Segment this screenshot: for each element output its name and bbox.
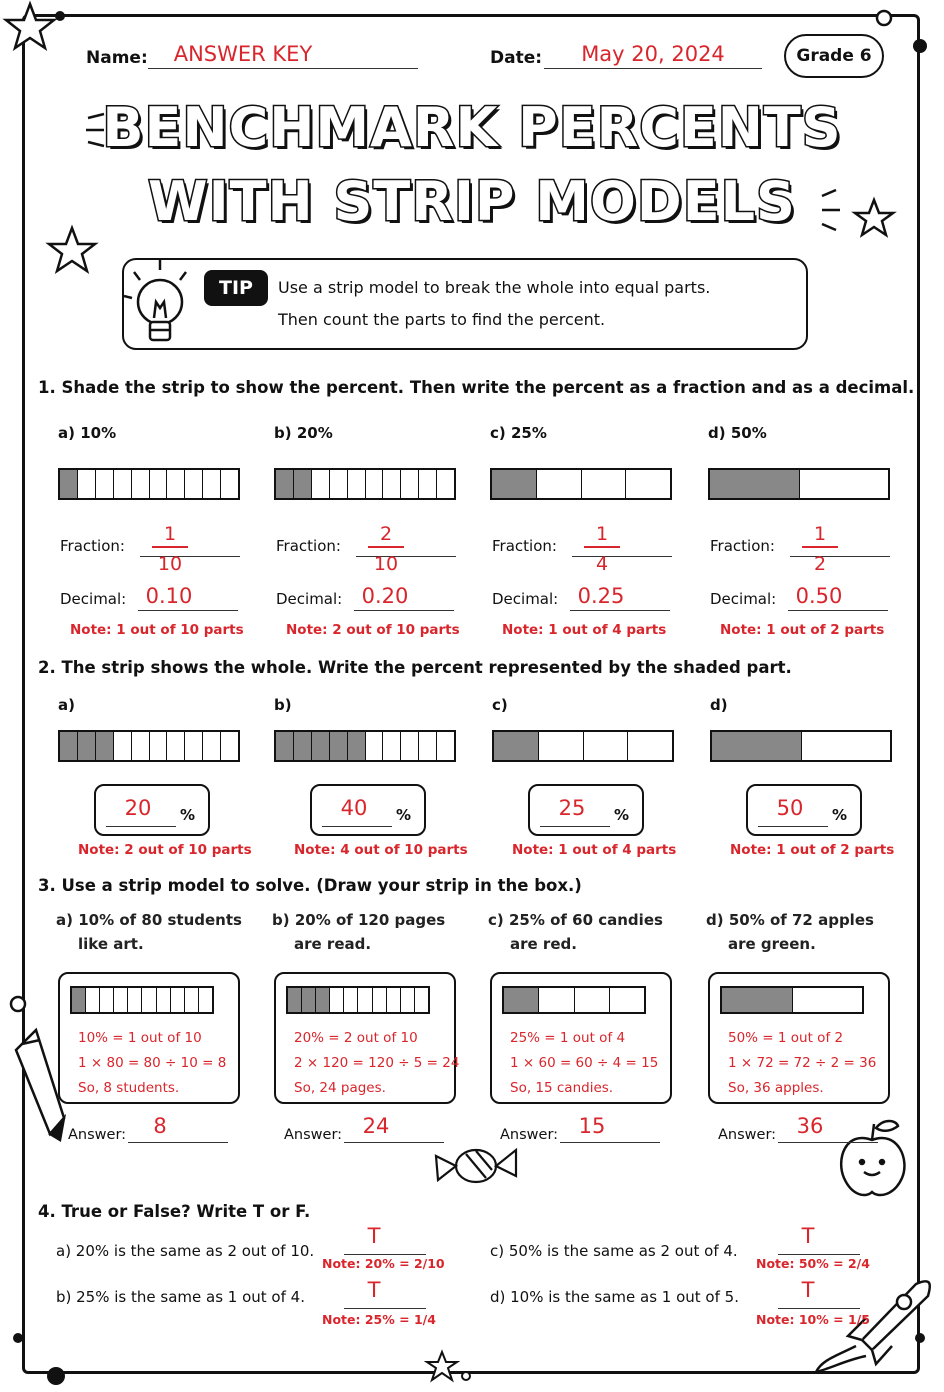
strip-part[interactable] [330,988,344,1012]
q3-item-line-2: are green. [728,935,816,953]
percent-value: 20 [124,796,152,820]
percent-value: 25 [558,796,586,820]
date-label: Date: [490,48,543,68]
question-1-prompt: 1. Shade the strip to show the percent. Then write the percent as a fraction and as a decimal. [38,378,915,397]
strip-part[interactable] [330,732,348,760]
page-subtitle: WITH STRIP MODELS [148,170,796,233]
strip-part[interactable] [185,988,199,1012]
decimal-value: 0.10 [145,584,193,608]
strip-part[interactable] [366,470,384,498]
q2-strip[interactable] [492,730,674,762]
q1-strip[interactable] [274,468,456,500]
strip-part[interactable] [628,732,672,760]
strip-part[interactable] [221,470,238,498]
q3-strip[interactable] [70,986,214,1014]
tf-answer: T [367,1278,381,1302]
decimal-label: Decimal: [276,590,343,608]
percent-value: 50 [776,796,804,820]
strip-part[interactable] [185,470,203,498]
q1-strip[interactable] [708,468,890,500]
star-icon [6,4,54,48]
work-line-3: So, 36 apples. [728,1080,824,1096]
q2-item-label: b) [274,696,292,714]
strip-part[interactable] [60,732,78,760]
tf-statement: b) 25% is the same as 1 out of 4. [56,1288,305,1306]
fraction-bar [802,546,838,548]
percent-value: 40 [340,796,368,820]
q3-item-line-1: a) 10% of 80 students [56,911,242,929]
percent-sign: % [396,806,412,824]
tf-answer: T [801,1224,815,1248]
strip-part[interactable] [86,988,100,1012]
decimal-value: 0.50 [795,584,843,608]
strip-part[interactable] [203,470,221,498]
answer-label: Answer: [500,1127,559,1143]
strip-part[interactable] [294,470,312,498]
tip-line-1: Use a strip model to break the whole into equal parts. [278,278,711,297]
strip-part[interactable] [373,988,387,1012]
strip-part[interactable] [344,988,358,1012]
strip-part[interactable] [419,470,437,498]
strip-part[interactable] [78,470,96,498]
strip-part[interactable] [132,732,150,760]
strip-part[interactable] [316,988,330,1012]
star-icon [49,228,95,271]
strip-part[interactable] [312,732,330,760]
q1-note: Note: 1 out of 10 parts [70,622,244,638]
q2-item-label: c) [492,696,508,714]
work-line-2: 2 × 120 = 120 ÷ 5 = 24 [294,1055,460,1071]
work-line-1: 25% = 1 out of 4 [510,1030,626,1046]
strip-part[interactable] [348,732,366,760]
percent-sign: % [180,806,196,824]
strip-part[interactable] [712,732,802,760]
fraction-label: Fraction: [492,537,557,555]
fraction-numerator: 1 [813,523,827,545]
fraction-numerator: 2 [379,523,393,545]
tf-statement: a) 20% is the same as 2 out of 10. [56,1242,315,1260]
strip-part[interactable] [288,988,302,1012]
strip-part[interactable] [203,732,221,760]
strip-part[interactable] [539,732,584,760]
strip-part[interactable] [114,470,132,498]
strip-part[interactable] [128,988,142,1012]
strip-part[interactable] [294,732,312,760]
strip-part[interactable] [504,988,539,1012]
q2-item-label: a) [58,696,75,714]
strip-part[interactable] [132,470,150,498]
answer-value: 15 [578,1114,606,1138]
percent-sign: % [614,806,630,824]
fraction-bar [152,546,188,548]
strip-part[interactable] [492,470,537,498]
strip-part[interactable] [610,988,644,1012]
name-value: ANSWER KEY [173,42,313,66]
question-2-prompt: 2. The strip shows the whole. Write the percent represented by the shaded part. [38,658,792,677]
fraction-numerator: 1 [163,523,177,545]
q2-strip[interactable] [710,730,892,762]
strip-part[interactable] [348,470,366,498]
q3-item-line-1: c) 25% of 60 candies [488,911,663,929]
work-line-3: So, 8 students. [78,1080,180,1096]
q3-strip[interactable] [720,986,864,1014]
name-label: Name: [86,48,148,68]
work-line-1: 50% = 1 out of 2 [728,1030,844,1046]
strip-part[interactable] [199,988,212,1012]
strip-part[interactable] [539,988,574,1012]
fraction-bar [368,546,404,548]
q2-note: Note: 1 out of 2 parts [730,842,895,858]
work-line-3: So, 15 candies. [510,1080,614,1096]
work-line-2: 1 × 72 = 72 ÷ 2 = 36 [728,1055,877,1071]
tf-statement: d) 10% is the same as 1 out of 5. [490,1288,739,1306]
strip-part[interactable] [60,470,78,498]
decimal-label: Decimal: [492,590,559,608]
strip-part[interactable] [72,988,86,1012]
q1-note: Note: 1 out of 2 parts [720,622,885,638]
strip-part[interactable] [114,732,132,760]
strip-part[interactable] [626,470,670,498]
decimal-value: 0.20 [361,584,409,608]
strip-part[interactable] [96,470,114,498]
q3-item-line-2: are red. [510,935,577,953]
fraction-denominator: 4 [595,553,609,575]
strip-part[interactable] [710,470,800,498]
fraction-numerator: 1 [595,523,609,545]
strip-part[interactable] [276,732,294,760]
strip-part[interactable] [401,988,415,1012]
strip-part[interactable] [221,732,238,760]
strip-part[interactable] [582,470,627,498]
tip-line-2: Then count the parts to find the percent. [278,310,606,329]
q2-note: Note: 4 out of 10 parts [294,842,468,858]
answer-label: Answer: [284,1127,343,1143]
work-line-1: 10% = 1 out of 10 [78,1030,202,1046]
strip-part[interactable] [537,470,582,498]
strip-part[interactable] [419,732,437,760]
strip-part[interactable] [330,470,348,498]
strip-part[interactable] [276,470,294,498]
q1-note: Note: 1 out of 4 parts [502,622,667,638]
strip-part[interactable] [167,470,185,498]
q2-note: Note: 2 out of 10 parts [78,842,252,858]
fraction-bar [584,546,620,548]
tf-statement: c) 50% is the same as 2 out of 4. [490,1242,738,1260]
grade-badge: Grade 6 [784,34,884,78]
q3-strip[interactable] [502,986,646,1014]
strip-part[interactable] [437,470,454,498]
strip-part[interactable] [157,988,171,1012]
tf-note: Note: 20% = 2/10 [322,1256,445,1271]
fraction-label: Fraction: [60,537,125,555]
strip-part[interactable] [401,732,419,760]
date-value: May 20, 2024 [581,42,725,66]
fraction-denominator: 10 [157,553,183,575]
answer-value: 24 [362,1114,390,1138]
q2-strip[interactable] [58,730,240,762]
decimal-value: 0.25 [577,584,625,608]
q1-item-label: b) 20% [274,424,333,442]
q3-item-line-1: b) 20% of 120 pages [272,911,446,929]
q3-strip[interactable] [286,986,430,1014]
fraction-denominator: 10 [373,553,399,575]
q2-item-label: d) [710,696,728,714]
strip-part[interactable] [383,732,401,760]
strip-part[interactable] [312,470,330,498]
strip-part[interactable] [387,988,401,1012]
strip-part[interactable] [437,732,454,760]
q2-note: Note: 1 out of 4 parts [512,842,677,858]
work-line-1: 20% = 2 out of 10 [294,1030,418,1046]
strip-part[interactable] [358,988,372,1012]
q3-item-line-2: are read. [294,935,372,953]
answer-label: Answer: [68,1127,127,1143]
strip-part[interactable] [383,470,401,498]
q1-item-label: c) 25% [490,424,547,442]
strip-part[interactable] [415,988,428,1012]
q1-strip[interactable] [58,468,240,500]
work-line-3: So, 24 pages. [294,1080,386,1096]
answer-value: 36 [796,1114,824,1138]
tf-note: Note: 50% = 2/4 [756,1256,870,1271]
percent-sign: % [832,806,848,824]
tf-answer: T [367,1224,381,1248]
q2-strip[interactable] [274,730,456,762]
pencil-icon [16,1030,64,1140]
strip-part[interactable] [150,732,168,760]
strip-part[interactable] [802,732,891,760]
strip-part[interactable] [150,470,168,498]
strip-part[interactable] [494,732,539,760]
strip-part[interactable] [302,988,316,1012]
star-icon [427,1352,457,1380]
strip-part[interactable] [185,732,203,760]
strip-part[interactable] [793,988,863,1012]
q1-item-label: a) 10% [58,424,117,442]
tf-note: Note: 25% = 1/4 [322,1312,436,1327]
q1-strip[interactable] [490,468,672,500]
fraction-label: Fraction: [710,537,775,555]
strip-part[interactable] [366,732,384,760]
strip-part[interactable] [575,988,610,1012]
tip-badge: TIP [204,270,268,306]
strip-part[interactable] [722,988,793,1012]
strip-part[interactable] [401,470,419,498]
q3-item-line-1: d) 50% of 72 apples [706,911,874,929]
question-3-prompt: 3. Use a strip model to solve. (Draw your strip in the box.) [38,876,582,895]
question-4-prompt: 4. True or False? Write T or F. [38,1202,311,1221]
decimal-label: Decimal: [60,590,127,608]
q1-item-label: d) 50% [708,424,767,442]
strip-part[interactable] [78,732,96,760]
fraction-denominator: 2 [813,553,827,575]
answer-value: 8 [153,1114,167,1138]
strip-part[interactable] [800,470,889,498]
answer-label: Answer: [718,1127,777,1143]
fraction-label: Fraction: [276,537,341,555]
work-line-2: 1 × 80 = 80 ÷ 10 = 8 [78,1055,227,1071]
tf-answer: T [801,1278,815,1302]
strip-part[interactable] [100,988,114,1012]
decimal-label: Decimal: [710,590,777,608]
q3-item-line-2: like art. [78,935,144,953]
work-line-2: 1 × 60 = 60 ÷ 4 = 15 [510,1055,659,1071]
q1-note: Note: 2 out of 10 parts [286,622,460,638]
page-title: BENCHMARK PERCENTS [102,96,842,159]
tf-note: Note: 10% = 1/5 [756,1312,870,1327]
strip-part[interactable] [96,732,114,760]
strip-part[interactable] [114,988,128,1012]
candy-icon [436,1150,516,1182]
strip-part[interactable] [171,988,185,1012]
strip-part[interactable] [584,732,629,760]
strip-part[interactable] [167,732,185,760]
strip-part[interactable] [142,988,156,1012]
